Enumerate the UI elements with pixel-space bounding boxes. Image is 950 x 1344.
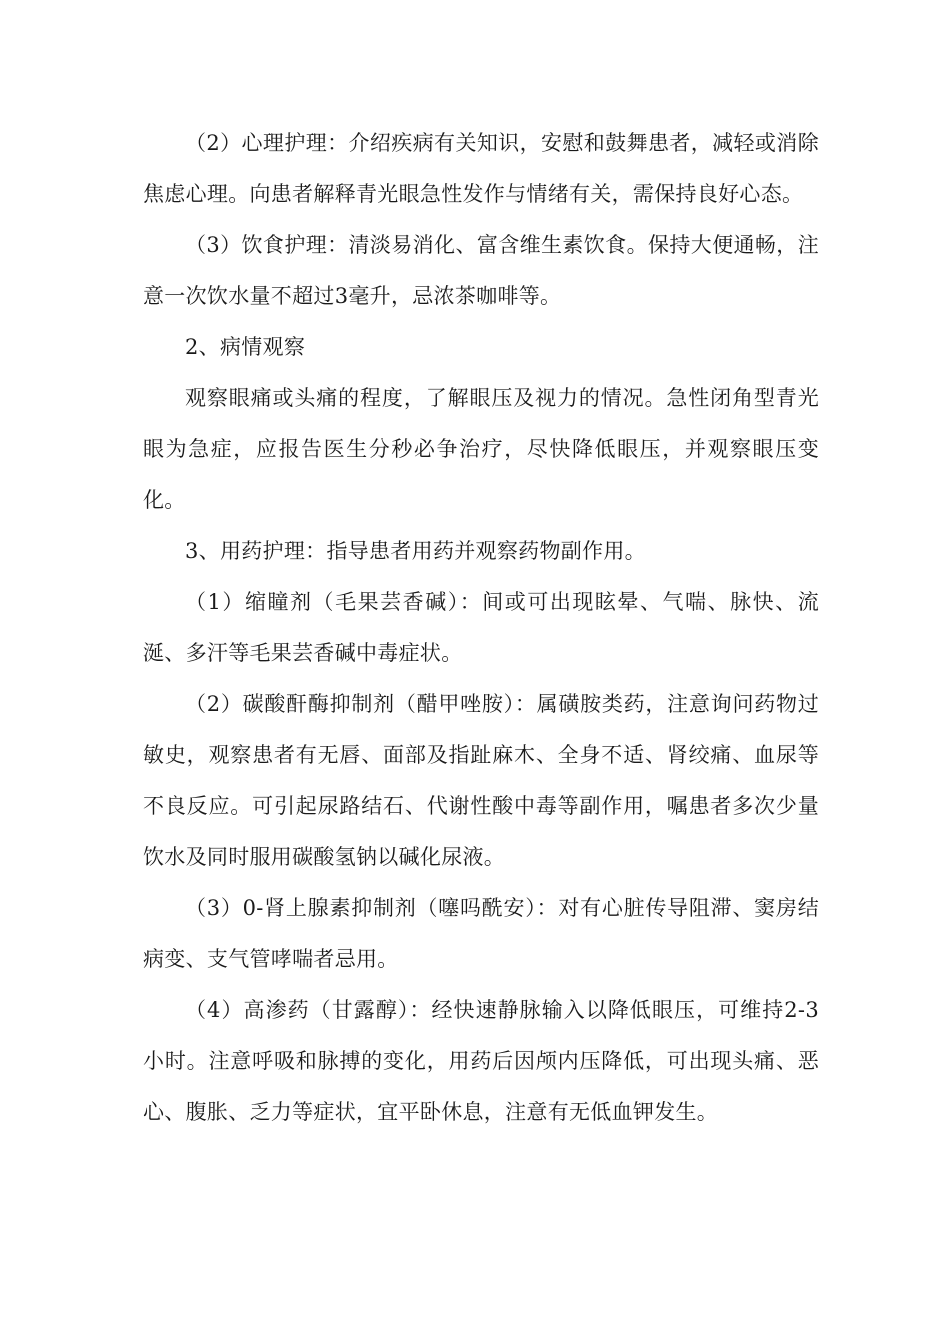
paragraph-psychological-care: （2）心理护理：介绍疾病有关知识，安慰和鼓舞患者，减轻或消除焦虑心理。向患者解释青光眼急性发作与情绪有关，需保持良好心态。 — [143, 131, 819, 206]
paragraph-hyperosmotic-agent: （4）高渗药（甘露醇）：经快速静脉输入以降低眼压，可维持2-3小时。注意呼吸和脉搏的变化，用药后因颅内压降低，可出现头痛、恶心、腹胀、乏力等症状，宜平卧休息，注意有无低血钾发生。 — [143, 998, 819, 1124]
paragraph-diet-care: （3）饮食护理：清淡易消化、富含维生素饮食。保持大便通畅，注意一次饮水量不超过3毫升，忌浓茶咖啡等。 — [143, 233, 819, 308]
section-heading-medication-care: 3、用药护理：指导患者用药并观察药物副作用。 — [185, 539, 646, 563]
paragraph-condition-observation: 观察眼痛或头痛的程度，了解眼压及视力的情况。急性闭角型青光眼为急症，应报告医生分秒必争治疗，尽快降低眼压，并观察眼压变化。 — [143, 386, 819, 512]
paragraph-adrenergic-inhibitor: （3）0-肾上腺素抑制剂（噻吗酰安）：对有心脏传导阻滞、窦房结病变、支气管哮喘者忌用。 — [143, 896, 819, 971]
section-heading-condition-observation: 2、病情观察 — [185, 335, 306, 359]
paragraph-carbonic-anhydrase-inhibitor: （2）碳酸酐酶抑制剂（醋甲唑胺）：属磺胺类药，注意询问药物过敏史，观察患者有无唇、面部及指趾麻木、全身不适、肾绞痛、血尿等不良反应。可引起尿路结石、代谢性酸中毒等副作用，嘱患者多次少量饮水及同时服用碳酸氢钠以碱化尿液。 — [143, 692, 819, 869]
document-page — [143, 118, 819, 1138]
paragraph-miotic-agent: （1）缩瞳剂（毛果芸香碱）：间或可出现眩晕、气喘、脉快、流涎、多汗等毛果芸香碱中毒症状。 — [143, 590, 819, 665]
